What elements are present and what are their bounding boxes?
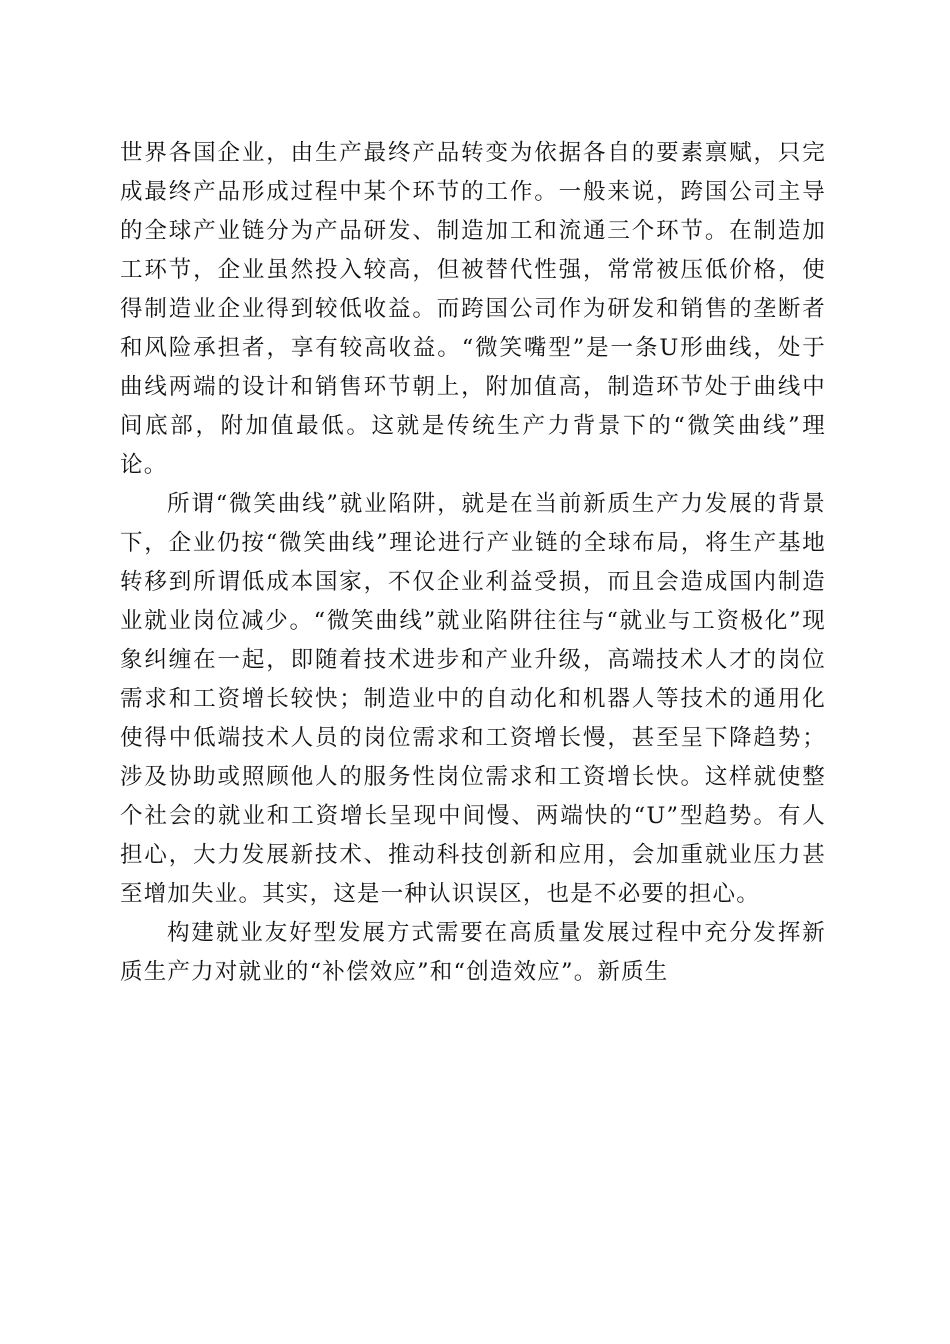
paragraph-smile-curve-trap: 所谓“微笑曲线”就业陷阱，就是在当前新质生产力发展的背景下，企业仍按“微笑曲线”理论进行产业链的全球布局，将生产基地转移到所谓低成本国家，不仅企业利益受损，而且会造成国内制造业就业岗位减少。“微笑曲线”就业陷阱往往与“就业与工资极化”现象纠缠在一起，即随着技术进步和产业升级，高端技术人才的岗位需求和工资增长较快；制造业中的自动化和机器人等技术的通用化使得中低端技术人员的岗位需求和工资增长慢，甚至呈下降趋势；涉及协助或照顾他人的服务性岗位需求和工资增长快。这样就使整个社会的就业和工资增长呈现中间慢、两端快的“U”型趋势。有人担心，大力发展新技术、推动科技创新和应用，会加重就业压力甚至增加失业。其实，这是一种认识误区，也是不必要的担心。 xyxy=(120,491,826,907)
paragraph-continuation: 世界各国企业，由生产最终产品转变为依据各自的要素禀赋，只完成最终产品形成过程中某个环节的工作。一般来说，跨国公司主导的全球产业链分为产品研发、制造加工和流通三个环节。在制造加工环节，企业虽然投入较高，但被替代性强，常常被压低价格，使得制造业企业得到较低收益。而跨国公司作为研发和销售的垄断者和风险承担者，享有较高收益。“微笑嘴型”是一条U形曲线，处于曲线两端的设计和销售环节朝上，附加值高，制造环节处于曲线中间底部，附加值最低。这就是传统生产力背景下的“微笑曲线”理论。 xyxy=(120,140,826,478)
document-page xyxy=(120,134,826,992)
paragraph-employment-friendly: 构建就业友好型发展方式需要在高质量发展过程中充分发挥新质生产力对就业的“补偿效应”和“创造效应”。新质生 xyxy=(120,920,826,985)
